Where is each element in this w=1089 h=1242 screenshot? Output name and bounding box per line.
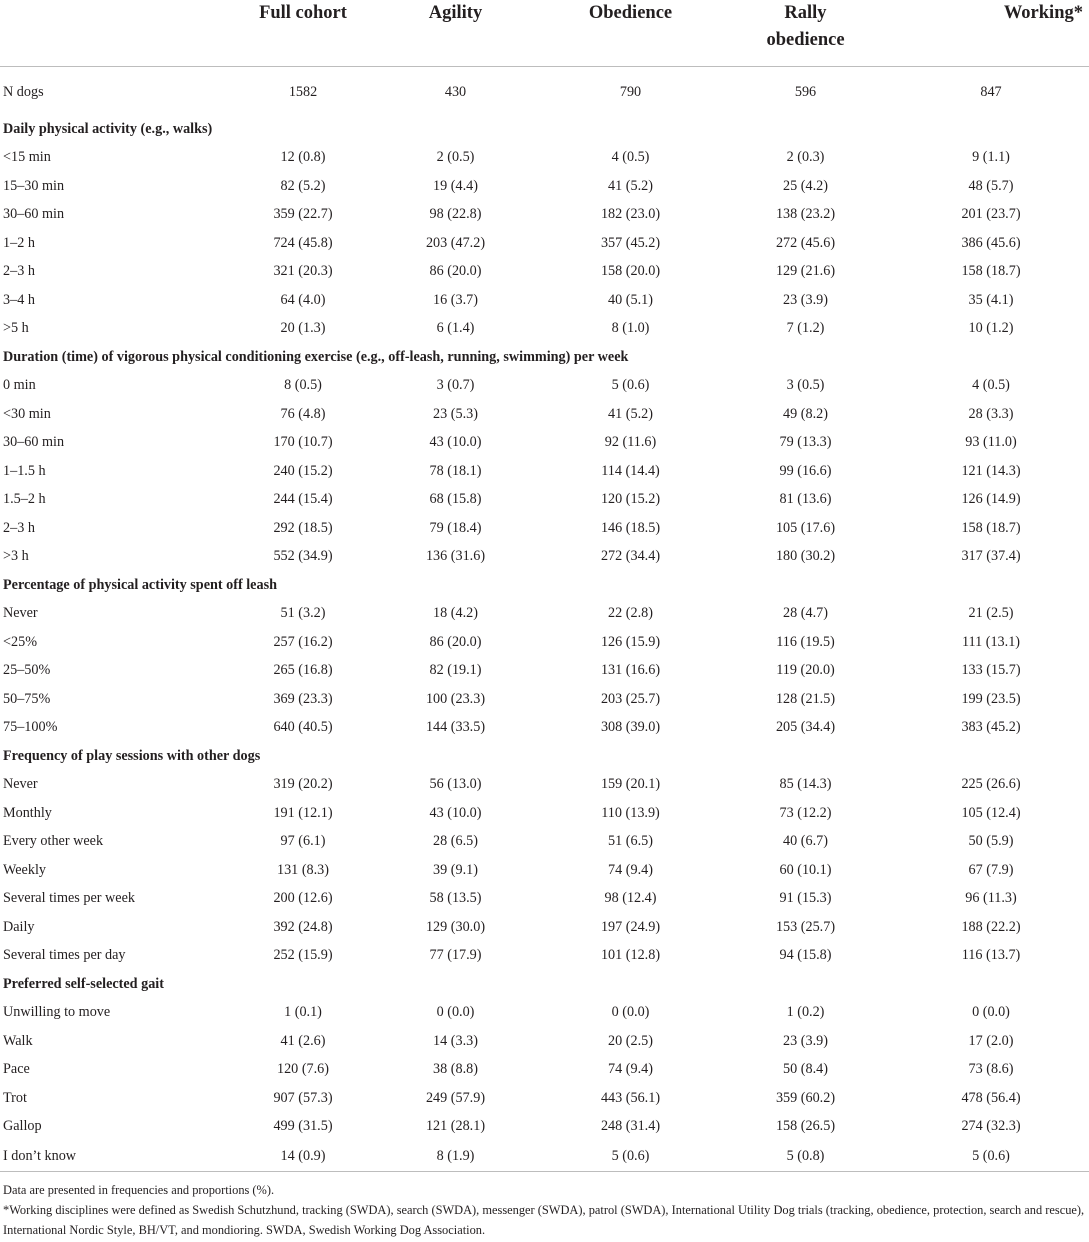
table-row bbox=[0, 286, 1089, 315]
working-value: 96 (11.3) bbox=[965, 890, 1017, 907]
agility-value: 6 (1.4) bbox=[436, 320, 475, 337]
obedience-value: 40 (5.1) bbox=[608, 291, 653, 308]
working-value: 105 (12.4) bbox=[961, 804, 1021, 821]
table-row bbox=[0, 67, 1089, 116]
row-label: 30–60 min bbox=[3, 434, 65, 451]
table-row bbox=[0, 172, 1089, 201]
section-title: Daily physical activity (e.g., walks) bbox=[3, 120, 213, 137]
table-header bbox=[0, 0, 1089, 67]
full-cohort-value: 200 (12.6) bbox=[273, 890, 333, 907]
row-label: 15–30 min bbox=[3, 177, 65, 194]
agility-value: 98 (22.8) bbox=[429, 206, 482, 223]
table-row bbox=[0, 201, 1089, 230]
table-row bbox=[0, 315, 1089, 344]
table-row bbox=[0, 514, 1089, 543]
row-label: 75–100% bbox=[3, 719, 58, 736]
agility-value: 78 (18.1) bbox=[429, 462, 482, 479]
full-cohort-value: 51 (3.2) bbox=[280, 605, 326, 622]
full-cohort-value: 8 (0.5) bbox=[284, 377, 322, 394]
full-cohort-value: 244 (15.4) bbox=[273, 491, 333, 508]
obedience-value: 5 (0.6) bbox=[543, 1141, 718, 1172]
table-row bbox=[0, 258, 1089, 287]
row-label: 1–1.5 h bbox=[3, 462, 46, 479]
row-label: 1.5–2 h bbox=[3, 491, 46, 508]
rally-obedience-value: 596 bbox=[794, 83, 817, 100]
row-label: Unwilling to move bbox=[3, 1004, 111, 1021]
working-value: 201 (23.7) bbox=[961, 206, 1021, 223]
section-title: Frequency of play sessions with other dogs bbox=[3, 747, 261, 764]
working-value: 317 (37.4) bbox=[961, 548, 1021, 565]
table-row bbox=[0, 856, 1089, 885]
header-rally-obedience: Rally obedience bbox=[718, 0, 893, 67]
rally-obedience-value: 5 (0.8) bbox=[718, 1141, 893, 1172]
rally-obedience-value: 272 (45.6) bbox=[775, 234, 836, 251]
full-cohort-value: 1 (0.1) bbox=[284, 1004, 322, 1021]
obedience-value: 272 (34.4) bbox=[600, 548, 661, 565]
table-row bbox=[0, 885, 1089, 914]
full-cohort-value: 170 (10.7) bbox=[273, 434, 333, 451]
full-cohort-value: 265 (16.8) bbox=[273, 662, 333, 679]
row-label: Never bbox=[3, 605, 38, 622]
rally-obedience-value: 28 (4.7) bbox=[783, 605, 828, 622]
table-row bbox=[0, 372, 1089, 401]
full-cohort-value: 359 (22.7) bbox=[273, 206, 333, 223]
rally-obedience-value: 99 (16.6) bbox=[779, 462, 832, 479]
row-label: 50–75% bbox=[3, 690, 51, 707]
working-value: 478 (56.4) bbox=[961, 1089, 1021, 1106]
table-row bbox=[0, 229, 1089, 258]
agility-value: 38 (8.8) bbox=[433, 1061, 478, 1078]
obedience-value: 8 (1.0) bbox=[611, 320, 650, 337]
table-row bbox=[0, 486, 1089, 515]
agility-value: 430 bbox=[444, 83, 467, 100]
table-row bbox=[0, 600, 1089, 629]
rally-obedience-value: 2 (0.3) bbox=[786, 149, 825, 166]
working-value: 17 (2.0) bbox=[968, 1032, 1014, 1049]
obedience-value: 182 (23.0) bbox=[600, 206, 661, 223]
full-cohort-value: 120 (7.6) bbox=[276, 1061, 329, 1078]
full-cohort-value: 20 (1.3) bbox=[280, 320, 326, 337]
table-row bbox=[0, 628, 1089, 657]
agility-value: 8 (1.9) bbox=[368, 1141, 543, 1172]
working-value: 5 (0.6) bbox=[893, 1141, 1089, 1172]
obedience-value: 22 (2.8) bbox=[608, 605, 653, 622]
section-header-row bbox=[0, 115, 1089, 144]
working-value: 50 (5.9) bbox=[968, 833, 1014, 850]
working-value: 126 (14.9) bbox=[961, 491, 1021, 508]
full-cohort-value: 640 (40.5) bbox=[273, 719, 333, 736]
agility-value: 18 (4.2) bbox=[433, 605, 478, 622]
table-row bbox=[0, 1141, 1089, 1172]
table-row bbox=[0, 1056, 1089, 1085]
working-value: 48 (5.7) bbox=[968, 177, 1014, 194]
section-header-row bbox=[0, 970, 1089, 999]
table-row bbox=[0, 1084, 1089, 1113]
row-label: I don’t know bbox=[0, 1141, 238, 1172]
row-label: 3–4 h bbox=[3, 291, 35, 308]
rally-obedience-value: 129 (21.6) bbox=[775, 263, 836, 280]
row-label: 2–3 h bbox=[3, 519, 35, 536]
header-agility: Agility bbox=[368, 0, 543, 67]
working-value: 10 (1.2) bbox=[968, 320, 1014, 337]
agility-value: 58 (13.5) bbox=[429, 890, 482, 907]
table-row bbox=[0, 685, 1089, 714]
table-body bbox=[0, 67, 1089, 1172]
section-header-row bbox=[0, 742, 1089, 771]
agility-value: 43 (10.0) bbox=[429, 804, 482, 821]
agility-value: 56 (13.0) bbox=[429, 776, 482, 793]
agility-value: 14 (3.3) bbox=[433, 1032, 478, 1049]
obedience-value: 790 bbox=[619, 83, 642, 100]
row-label: Several times per day bbox=[3, 947, 126, 964]
row-label: <25% bbox=[3, 633, 38, 650]
row-label: <30 min bbox=[3, 405, 51, 422]
working-value: 847 bbox=[980, 83, 1002, 100]
obedience-value: 5 (0.6) bbox=[611, 377, 650, 394]
obedience-value: 131 (16.6) bbox=[600, 662, 661, 679]
obedience-value: 203 (25.7) bbox=[600, 690, 661, 707]
working-value: 35 (4.1) bbox=[968, 291, 1014, 308]
rally-obedience-value: 105 (17.6) bbox=[775, 519, 836, 536]
obedience-value: 126 (15.9) bbox=[600, 633, 661, 650]
row-label: Monthly bbox=[3, 804, 52, 821]
obedience-value: 92 (11.6) bbox=[604, 434, 657, 451]
agility-value: 19 (4.4) bbox=[433, 177, 478, 194]
section-header-row bbox=[0, 571, 1089, 600]
obedience-value: 308 (39.0) bbox=[600, 719, 661, 736]
row-label: 2–3 h bbox=[3, 263, 35, 280]
working-value: 93 (11.0) bbox=[965, 434, 1017, 451]
full-cohort-value: 191 (12.1) bbox=[273, 804, 333, 821]
full-cohort-value: 64 (4.0) bbox=[280, 291, 326, 308]
rally-obedience-value: 50 (8.4) bbox=[783, 1061, 828, 1078]
row-label: Daily bbox=[3, 918, 35, 935]
full-cohort-value: 257 (16.2) bbox=[273, 633, 333, 650]
working-value: 21 (2.5) bbox=[968, 605, 1014, 622]
agility-value: 203 (47.2) bbox=[425, 234, 486, 251]
row-label: Never bbox=[3, 776, 38, 793]
rally-obedience-value: 1 (0.2) bbox=[786, 1004, 825, 1021]
agility-value: 28 (6.5) bbox=[433, 833, 478, 850]
rally-obedience-value: 359 (60.2) bbox=[775, 1089, 836, 1106]
full-cohort-value: 319 (20.2) bbox=[273, 776, 333, 793]
obedience-value: 101 (12.8) bbox=[600, 947, 661, 964]
obedience-value: 74 (9.4) bbox=[608, 861, 653, 878]
rally-obedience-value: 25 (4.2) bbox=[783, 177, 828, 194]
section-title: Percentage of physical activity spent off leash bbox=[3, 576, 277, 593]
table-row bbox=[0, 714, 1089, 743]
row-label: Walk bbox=[3, 1032, 33, 1049]
section-header-row bbox=[0, 343, 1089, 372]
obedience-value: 248 (31.4) bbox=[600, 1118, 661, 1135]
working-value: 158 (18.7) bbox=[961, 519, 1021, 536]
full-cohort-value: 240 (15.2) bbox=[273, 462, 333, 479]
obedience-value: 74 (9.4) bbox=[608, 1061, 653, 1078]
full-cohort-value: 392 (24.8) bbox=[273, 918, 333, 935]
full-cohort-value: 131 (8.3) bbox=[276, 861, 329, 878]
rally-obedience-value: 128 (21.5) bbox=[775, 690, 836, 707]
row-label: <15 min bbox=[3, 149, 51, 166]
obedience-value: 0 (0.0) bbox=[611, 1004, 650, 1021]
agility-value: 2 (0.5) bbox=[436, 149, 475, 166]
working-value: 67 (7.9) bbox=[968, 861, 1014, 878]
row-label: 1–2 h bbox=[3, 234, 35, 251]
rally-obedience-value: 23 (3.9) bbox=[783, 1032, 828, 1049]
rally-obedience-value: 60 (10.1) bbox=[779, 861, 832, 878]
rally-obedience-value: 79 (13.3) bbox=[779, 434, 832, 451]
row-label: Gallop bbox=[3, 1118, 42, 1135]
full-cohort-value: 292 (18.5) bbox=[273, 519, 333, 536]
full-cohort-value: 499 (31.5) bbox=[273, 1118, 333, 1135]
rally-obedience-value: 158 (26.5) bbox=[775, 1118, 836, 1135]
working-value: 121 (14.3) bbox=[961, 462, 1021, 479]
row-label: 25–50% bbox=[3, 662, 51, 679]
row-label: Weekly bbox=[3, 861, 46, 878]
working-value: 225 (26.6) bbox=[961, 776, 1021, 793]
agility-value: 43 (10.0) bbox=[429, 434, 482, 451]
obedience-value: 114 (14.4) bbox=[601, 462, 660, 479]
table-footnotes bbox=[3, 1180, 1087, 1240]
obedience-value: 197 (24.9) bbox=[600, 918, 661, 935]
full-cohort-value: 252 (15.9) bbox=[273, 947, 333, 964]
row-label: Every other week bbox=[3, 833, 104, 850]
agility-value: 68 (15.8) bbox=[429, 491, 482, 508]
agility-value: 129 (30.0) bbox=[425, 918, 486, 935]
row-label: Several times per week bbox=[3, 890, 135, 907]
header-working: Working* bbox=[893, 0, 1089, 67]
table-row bbox=[0, 913, 1089, 942]
agility-value: 144 (33.5) bbox=[425, 719, 486, 736]
agility-value: 77 (17.9) bbox=[429, 947, 482, 964]
full-cohort-value: 97 (6.1) bbox=[280, 833, 326, 850]
full-cohort-value: 12 (0.8) bbox=[280, 149, 326, 166]
rally-obedience-value: 138 (23.2) bbox=[775, 206, 836, 223]
obedience-value: 4 (0.5) bbox=[611, 149, 650, 166]
agility-value: 79 (18.4) bbox=[429, 519, 482, 536]
agility-value: 249 (57.9) bbox=[425, 1089, 486, 1106]
header-obedience: Obedience bbox=[543, 0, 718, 67]
full-cohort-value: 41 (2.6) bbox=[280, 1032, 326, 1049]
agility-value: 100 (23.3) bbox=[425, 690, 486, 707]
obedience-value: 41 (5.2) bbox=[608, 177, 653, 194]
section-title: Duration (time) of vigorous physical conditioning exercise (e.g., off-leash, running, swimming) per week bbox=[3, 348, 629, 365]
rally-obedience-value: 91 (15.3) bbox=[779, 890, 832, 907]
agility-value: 39 (9.1) bbox=[433, 861, 478, 878]
rally-obedience-value: 116 (19.5) bbox=[776, 633, 835, 650]
rally-obedience-value: 153 (25.7) bbox=[775, 918, 836, 935]
working-value: 383 (45.2) bbox=[961, 719, 1021, 736]
full-cohort-value: 76 (4.8) bbox=[280, 405, 326, 422]
working-value: 9 (1.1) bbox=[972, 149, 1010, 166]
table-row bbox=[0, 144, 1089, 173]
table-row bbox=[0, 400, 1089, 429]
obedience-value: 146 (18.5) bbox=[600, 519, 661, 536]
footnote-data-format: Data are presented in frequencies and proportions (%). bbox=[3, 1183, 275, 1197]
agility-value: 136 (31.6) bbox=[425, 548, 486, 565]
agility-value: 121 (28.1) bbox=[425, 1118, 486, 1135]
header-label-column bbox=[0, 0, 238, 67]
rally-obedience-value: 49 (8.2) bbox=[783, 405, 828, 422]
agility-value: 86 (20.0) bbox=[429, 263, 482, 280]
agility-value: 86 (20.0) bbox=[429, 633, 482, 650]
working-value: 4 (0.5) bbox=[972, 377, 1010, 394]
table-row bbox=[0, 799, 1089, 828]
agility-value: 16 (3.7) bbox=[433, 291, 478, 308]
row-label: 30–60 min bbox=[3, 206, 65, 223]
row-label: >5 h bbox=[3, 320, 29, 337]
table-row bbox=[0, 1027, 1089, 1056]
rally-obedience-value: 94 (15.8) bbox=[779, 947, 832, 964]
obedience-value: 41 (5.2) bbox=[608, 405, 653, 422]
agility-value: 0 (0.0) bbox=[436, 1004, 475, 1021]
table-row bbox=[0, 429, 1089, 458]
working-value: 188 (22.2) bbox=[961, 918, 1021, 935]
agility-value: 3 (0.7) bbox=[436, 377, 475, 394]
obedience-value: 158 (20.0) bbox=[600, 263, 661, 280]
obedience-value: 443 (56.1) bbox=[600, 1089, 661, 1106]
section-title: Preferred self-selected gait bbox=[3, 975, 164, 992]
full-cohort-value: 369 (23.3) bbox=[273, 690, 333, 707]
obedience-value: 98 (12.4) bbox=[604, 890, 657, 907]
agility-value: 23 (5.3) bbox=[433, 405, 478, 422]
rally-obedience-value: 23 (3.9) bbox=[783, 291, 828, 308]
table-row bbox=[0, 1113, 1089, 1142]
agility-value: 82 (19.1) bbox=[429, 662, 482, 679]
rally-obedience-value: 7 (1.2) bbox=[786, 320, 825, 337]
working-value: 0 (0.0) bbox=[972, 1004, 1010, 1021]
working-value: 133 (15.7) bbox=[961, 662, 1021, 679]
rally-obedience-value: 119 (20.0) bbox=[776, 662, 835, 679]
rally-obedience-value: 3 (0.5) bbox=[786, 377, 825, 394]
obedience-value: 357 (45.2) bbox=[600, 234, 661, 251]
footnote-working-disciplines: *Working disciplines were defined as Swedish Schutzhund, tracking (SWDA), search (SWDA), messenger (SWDA), patrol (SWDA), International Utility Dog trials (tracking, obedience, protection, search and rescue), International Nordic Style, BH/VT, and mondioring. SWDA, Swedish Working Dog Association. bbox=[3, 1203, 1085, 1237]
table-row bbox=[0, 942, 1089, 971]
header-full-cohort: Full cohort bbox=[238, 0, 368, 67]
obedience-value: 120 (15.2) bbox=[600, 491, 661, 508]
row-label: 0 min bbox=[3, 377, 36, 394]
rally-obedience-value: 180 (30.2) bbox=[775, 548, 836, 565]
table-row bbox=[0, 457, 1089, 486]
full-cohort-value: 552 (34.9) bbox=[273, 548, 333, 565]
working-value: 116 (13.7) bbox=[961, 947, 1021, 964]
table-row bbox=[0, 771, 1089, 800]
obedience-value: 110 (13.9) bbox=[601, 804, 660, 821]
working-value: 199 (23.5) bbox=[961, 690, 1021, 707]
working-value: 386 (45.6) bbox=[961, 234, 1021, 251]
table-row bbox=[0, 543, 1089, 572]
full-cohort-value: 907 (57.3) bbox=[273, 1089, 333, 1106]
table-row bbox=[0, 999, 1089, 1028]
full-cohort-value: 82 (5.2) bbox=[280, 177, 326, 194]
table-row bbox=[0, 828, 1089, 857]
working-value: 28 (3.3) bbox=[968, 405, 1014, 422]
full-cohort-value: 724 (45.8) bbox=[273, 234, 333, 251]
table-row bbox=[0, 657, 1089, 686]
rally-obedience-value: 40 (6.7) bbox=[783, 833, 828, 850]
working-value: 73 (8.6) bbox=[968, 1061, 1014, 1078]
obedience-value: 159 (20.1) bbox=[600, 776, 661, 793]
working-value: 111 (13.1) bbox=[961, 633, 1021, 650]
working-value: 274 (32.3) bbox=[961, 1118, 1021, 1135]
full-cohort-value: 321 (20.3) bbox=[273, 263, 333, 280]
row-label: N dogs bbox=[3, 83, 44, 100]
full-cohort-value: 14 (0.9) bbox=[238, 1141, 368, 1172]
obedience-value: 20 (2.5) bbox=[608, 1032, 653, 1049]
rally-obedience-value: 81 (13.6) bbox=[779, 491, 832, 508]
rally-obedience-value: 85 (14.3) bbox=[779, 776, 832, 793]
obedience-value: 51 (6.5) bbox=[608, 833, 653, 850]
rally-obedience-value: 73 (12.2) bbox=[779, 804, 832, 821]
row-label: >3 h bbox=[3, 548, 29, 565]
row-label: Pace bbox=[3, 1061, 30, 1078]
full-cohort-value: 1582 bbox=[288, 83, 318, 100]
working-value: 158 (18.7) bbox=[961, 263, 1021, 280]
row-label: Trot bbox=[3, 1089, 27, 1106]
rally-obedience-value: 205 (34.4) bbox=[775, 719, 836, 736]
